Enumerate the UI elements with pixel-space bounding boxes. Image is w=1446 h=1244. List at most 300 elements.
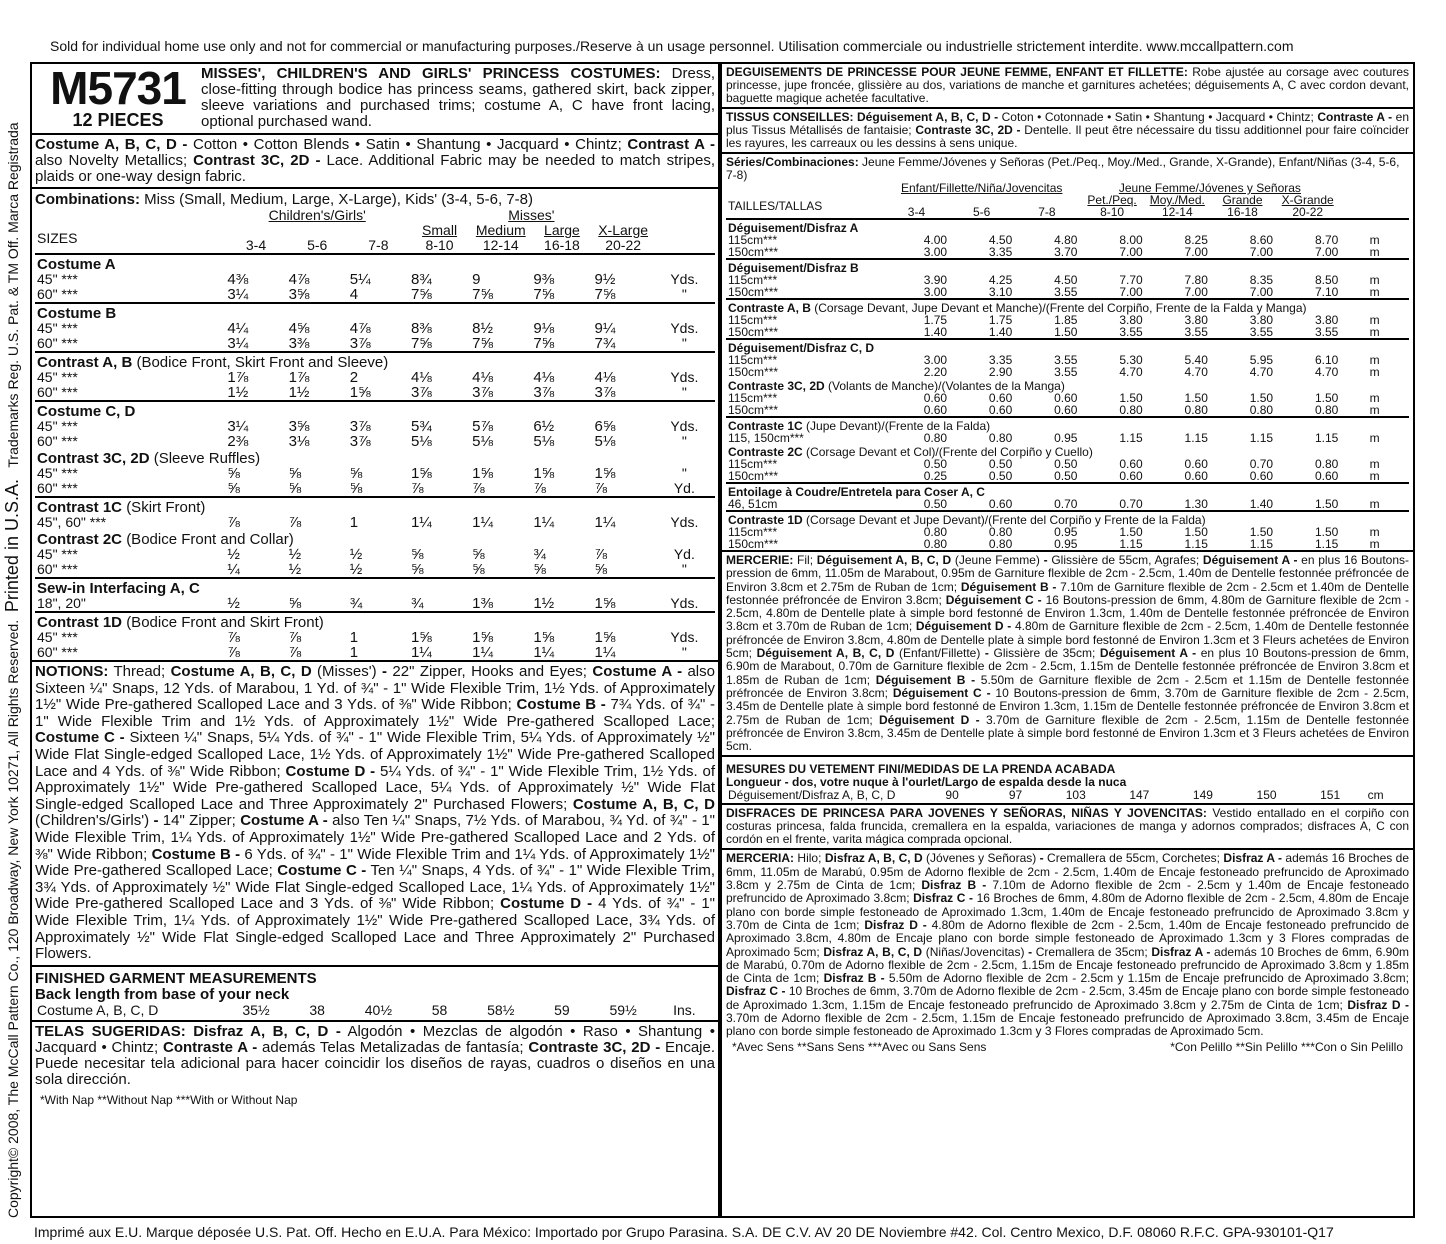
- yardage-value: 0.50: [923, 497, 948, 511]
- nap-legend: *With Nap **Without Nap ***With or Without Nap: [40, 1092, 298, 1107]
- yardage-value: 7⅝: [472, 286, 494, 303]
- blank-cell: [726, 182, 884, 194]
- yardage-value: 0.70: [1249, 457, 1274, 471]
- blank-cell: [1340, 206, 1409, 219]
- yardage-value: 3⅞: [533, 384, 555, 401]
- yardage-value: 3¼: [227, 418, 249, 435]
- yardage-value: 7.00: [1249, 245, 1274, 259]
- blank-cell: [654, 223, 715, 238]
- yardage-row: [35, 434, 715, 449]
- yardage-value: 8.25: [1184, 233, 1208, 247]
- yardage-value: 3⅞: [349, 418, 371, 435]
- nap-legend-fr: *Avec Sens **Sans Sens ***Avec ou Sans Sens: [732, 1039, 987, 1054]
- yardage-value: 1⅜: [472, 595, 494, 612]
- finished-table: [35, 1003, 715, 1018]
- mesures-table: [726, 789, 1409, 801]
- notions: NOTIONS: Thread; Costume A, B, C, D (Misses') - 22" Zipper, Hooks and Eyes; Costume A - also Sixteen ¼" Snaps, 12 Yds. of Marabou, 1 Yd. of ¾" - 1" Wide Flexible Trim, 1½ Yds. of Approximately 1½" Wide Pre-gathered Scalloped Lace and 3 Yds. of ⅜" Wide Ribbon; Costume B - 7¾ Yds. of ¾" - 1" Wide Flexible Trim and 1½ Yds. of Approximately 1½" Wide Pre-gathered Scalloped Lace; Costume C - Sixteen ¼" Snaps, 5¼ Yds. of ¾" - 1" Wide Flexible Trim, 5¼ Yds. of Approximately ½" Wide Flat Single-edged Scalloped Lace, 1½ Yds. of Approximately 1½" Wide Pre-gathered Scalloped Lace and 4 Yds. of ⅜" Wide Ribbon; Costume D - 5¼ Yds. of ¾" - 1" Wide Flexible Trim, 1½ Yds. of Approximately 1½" Wide Pre-gathered Scalloped Lace, 5¼ Yds. of Approximately ½" Wide Flat Single-edged Scalloped Lace and Three Approximately 2" Purchased Flowers; Costume A, B, C, D (Children's/Girls') - 14" Zipper; Costume A - also Ten ¼" Snaps, 7½ Yds. of Marabou, ¾ Yd. of ¾" - 1" Wide Flexible Trim, 1¼ Yds. of Approximately 1½" Wide Pre-gathered Scalloped Lace and 2 Yds. of ⅜" Wide Ribbon; Costume B - 6 Yds. of ¾" - 1" Wide Flexible Trim and 1¼ Yds. of Approximately 1½" Wide Pre-gathered Scalloped Lace; Costume C - Ten ¼" Snaps, 4 Yds. of ¾" - 1" Wide Flexible Trim, 3¾ Yds. of Approximately ½" Wide Flat Single-edged Scalloped Lace, 1¼ Yds. of Approximately 1½" Wide Pre-gathered Scalloped Lace and 3 Yds. of ⅜" Wide Ribbon; Costume D - 4 Yds. of ¾" - 1" Wide Flexible Trim, 1¼ Yds. of Approximately 1½" Wide Pre-gathered Scalloped Lace, 3¾ Yds. of Approximately ½" Wide Flat Single-edged Scalloped Lace and Three Approximately 2" Purchased Flowers.: [32, 662, 718, 967]
- unit-label: ": [681, 286, 687, 302]
- yardage-value: ⅞: [533, 480, 546, 497]
- fabric-width: 115cm***: [728, 525, 778, 539]
- fabric-piece-note: (Bodice Front, Skirt Front and Sleeve): [136, 354, 389, 371]
- fabric-width: 115cm***: [728, 457, 778, 471]
- yardage-value: 0.60: [988, 497, 1013, 511]
- fabric-width: 150cm***: [728, 403, 779, 417]
- yardage-value: 1½: [288, 384, 310, 401]
- finished-value: 35½: [242, 1001, 270, 1018]
- metrage-section: [722, 154, 1413, 552]
- yardage-value: 1.50: [1249, 525, 1274, 539]
- yardage-value: 1.15: [1184, 537, 1208, 551]
- unit-label: m: [1369, 469, 1380, 483]
- yardage-value: 1⅝: [594, 595, 616, 612]
- fabric-width: 115cm***: [728, 353, 778, 367]
- series-combinaciones: Séries/Combinaciones: Jeune Femme/Jóvenes y Señoras (Pet./Peq., Moy./Med., Grande, X-Grande), Enfant/Niñas (3-4, 5-6, 7-8): [726, 155, 1400, 182]
- yardage-value: 3⅞: [594, 384, 616, 401]
- yardage-value: 3⅞: [349, 433, 371, 450]
- yardage-value: 7.00: [1184, 285, 1208, 299]
- size-number: 3-4: [907, 205, 926, 219]
- yardage-value: 3.80: [1249, 313, 1274, 327]
- fabric-width: 60" ***: [37, 433, 78, 449]
- yardage-row: [35, 370, 715, 385]
- yardage-value: ⅞: [288, 514, 302, 531]
- yardage-value: 3.35: [988, 353, 1013, 367]
- yardage-value: 3.00: [923, 353, 948, 367]
- unit-label: ": [681, 335, 687, 351]
- yardage-value: 3⅞: [349, 335, 371, 352]
- fabric-width: 18", 20": [37, 595, 86, 611]
- finished-value: 90: [945, 788, 959, 803]
- yardage-value: 8.60: [1249, 233, 1274, 247]
- yardage-section: [32, 189, 718, 662]
- size-name: X-Large: [598, 222, 649, 238]
- fabric-width: 45" ***: [37, 320, 78, 336]
- fabric-view-name: Entoilage à Coudre/Entretela para Coser A, C: [728, 485, 985, 499]
- yardage-value: 1.15: [1184, 431, 1208, 445]
- yardage-row: [35, 272, 715, 287]
- size-name: Medium: [475, 222, 526, 238]
- yardage-value: 6.10: [1314, 353, 1339, 367]
- yardage-value: 1.15: [1249, 431, 1274, 445]
- yardage-value: 0.50: [1054, 457, 1078, 471]
- yardage-value: 3.55: [1054, 353, 1078, 367]
- unit-label: m: [1369, 273, 1380, 287]
- yardage-value: 2⅜: [227, 433, 249, 450]
- yardage-value: 8½: [472, 320, 494, 337]
- fabric-block-header: [35, 578, 715, 596]
- unit-label: m: [1369, 497, 1380, 511]
- unit-label: m: [1369, 537, 1380, 551]
- yardage-value: 8.70: [1314, 233, 1339, 247]
- yardage-value: 1¼: [533, 514, 555, 531]
- fabric-width: 45" ***: [37, 418, 78, 434]
- size-number: 5-6: [307, 237, 328, 253]
- fabric-view-name: Costume C, D: [37, 403, 136, 420]
- size-name: Large: [544, 222, 580, 238]
- fabric-width: 115cm***: [728, 391, 778, 405]
- blank-cell: [1340, 182, 1409, 194]
- yardage-value: 5⅛: [410, 433, 432, 450]
- size-number: 16-18: [544, 237, 580, 253]
- yardage-value: 1.15: [1119, 431, 1143, 445]
- fabric-block-title: [726, 378, 1409, 392]
- yardage-value: 5⅞: [472, 418, 494, 435]
- yardage-value: 3⅞: [472, 384, 494, 401]
- yardage-row: [35, 385, 715, 401]
- yardage-value: 4.70: [1314, 365, 1339, 379]
- fabric-view-name: Contraste 2C: [728, 445, 803, 459]
- intro-fr: DEGUISEMENTS DE PRINCESSE POUR JEUNE FEMME, ENFANT ET FILLETTE: Robe ajustée au corsage avec coutures princesse, jupe froncée, glissière au dos, variations de manche et garnitures achetées; déguisements A, C avec cordon devant, baguette magique achetée facultative.: [722, 64, 1413, 109]
- yardage-value: ⅞: [594, 546, 608, 563]
- disfraces-intro: DISFRACES DE PRINCESA PARA JOVENES Y SEÑORAS, NIÑAS Y JOVENCITAS: Vestido entallado en el corpiño con costuras princesa, falda fruncida, cremallera en la espalda, variaciones de manga y adornos comprados; disfraces A, C con cordón en el frente, varita mágica comprada opcional.: [722, 805, 1413, 850]
- fabric-view-name: Contrast 3C, 2D: [37, 450, 150, 467]
- yardage-value: 7.00: [1119, 245, 1143, 259]
- yardage-value: 5⅛: [533, 433, 555, 450]
- yardage-value: 1¼: [410, 644, 432, 661]
- yardage-value: ⅞: [227, 514, 240, 531]
- yardage-value: 8.35: [1249, 273, 1274, 287]
- combinations: [35, 191, 715, 208]
- yardage-value: ⅝: [288, 465, 302, 482]
- yardage-value: 4⅛: [410, 369, 432, 386]
- fabric-block-header: [35, 497, 715, 515]
- fabric-width: 60" ***: [37, 480, 78, 496]
- size-number: 20-22: [1292, 205, 1324, 219]
- yardage-value: 3.55: [1249, 325, 1274, 339]
- fabric-view-name: Contrast 1D: [37, 614, 123, 631]
- yardage-value: 4.25: [988, 273, 1013, 287]
- yardage-value: ⅝: [227, 480, 240, 497]
- unit-label: m: [1369, 313, 1380, 327]
- side-copyright-text: Copyright© 2008, The McCall Pattern Co., 120 Broadway, New York 10271, All Rights Reserved.: [5, 619, 21, 1218]
- yardage-value: 1.75: [923, 313, 948, 327]
- size-name: Grande: [1222, 193, 1263, 207]
- yardage-value: 1.85: [1054, 313, 1078, 327]
- unit-label: Yds.: [670, 595, 699, 611]
- size-number: 7-8: [1038, 205, 1056, 219]
- fabric-view-name: Déguisement/Disfraz A: [728, 221, 859, 235]
- yardage-value: ½: [227, 595, 240, 612]
- fabric-view-name: Contrast 1C: [37, 499, 123, 516]
- yardage-value: 1.50: [1249, 391, 1274, 405]
- unit-label: Yds.: [670, 271, 699, 287]
- yardage-value: 1½: [227, 384, 249, 401]
- yardage-row: [726, 286, 1409, 299]
- yardage-value: 7.00: [1119, 285, 1143, 299]
- pattern-title: MISSES', CHILDREN'S AND GIRLS' PRINCESS COSTUMES:: [201, 65, 661, 82]
- fabric-width: 150cm***: [728, 285, 779, 299]
- yardage-value: 3.00: [923, 285, 948, 299]
- yardage-value: ⅝: [349, 465, 363, 482]
- fabric-width: 60" ***: [37, 384, 78, 400]
- yardage-value: ⅝: [533, 561, 546, 578]
- yardage-row: [35, 515, 715, 530]
- fabric-block-title: [726, 299, 1409, 314]
- unit-label: Ins.: [673, 1001, 696, 1018]
- unit-label: m: [1369, 403, 1380, 417]
- yardage-value: 7⅝: [472, 335, 494, 352]
- yardage-value: 4⅛: [472, 369, 494, 386]
- fabric-view-name: Contraste 1C: [728, 419, 803, 433]
- fabric-view-name: Contrast 2C: [37, 531, 123, 548]
- yardage-value: 9½: [594, 271, 616, 288]
- yardage-value: 0.60: [988, 403, 1013, 417]
- yardage-value: 5⅛: [594, 433, 616, 450]
- yardage-value: 1.15: [1314, 537, 1339, 551]
- fabric-block-title: [726, 444, 1409, 458]
- fabric-block-header: [726, 511, 1409, 526]
- yardage-value: 4⅛: [533, 369, 555, 386]
- unit-label: m: [1369, 457, 1380, 471]
- size-number: 20-22: [605, 237, 642, 253]
- yardage-value: 4: [349, 286, 359, 303]
- fabric-block-title: [726, 417, 1409, 432]
- fabric-piece-note: (Volants de Manche)/(Volantes de la Manga): [828, 379, 1065, 393]
- fabric-piece-note: (Jupe Devant)/(Frente de la Falda): [806, 419, 991, 433]
- yardage-value: 3⅝: [288, 286, 310, 303]
- yardage-value: 6½: [533, 418, 555, 435]
- fabric-width: 150cm***: [728, 469, 779, 483]
- yardage-value: 0.60: [1249, 469, 1274, 483]
- size-name: [225, 223, 286, 238]
- yardage-row: [35, 336, 715, 352]
- yardage-value: 1.50: [1119, 525, 1143, 539]
- yardage-value: 5.30: [1119, 353, 1143, 367]
- yardage-value: 4⅞: [349, 320, 371, 337]
- fabric-width: 150cm***: [728, 325, 779, 339]
- unit-label: Yds.: [670, 320, 699, 336]
- yardage-value: 4.70: [1119, 365, 1143, 379]
- size-name: [287, 223, 348, 238]
- yardage-value: 1.30: [1184, 497, 1208, 511]
- unit-label: Yds.: [670, 514, 699, 530]
- fabric-block-title: [35, 254, 715, 272]
- fabric-piece-note: (Corsage Devant, Jupe Devant et Manche)/(Frente del Corpiño, Frente de la Falda y Manga): [814, 301, 1307, 315]
- fabric-view-name: Contraste A, B: [728, 301, 811, 315]
- fabric-width: 150cm***: [728, 365, 779, 379]
- yardage-value: 5¾: [410, 418, 432, 435]
- size-group-adults: Jeune Femme/Jóvenes y Señoras: [1118, 181, 1301, 195]
- fabric-block-header: [35, 352, 715, 370]
- yardage-value: 9: [472, 271, 481, 288]
- unit-label: m: [1369, 325, 1380, 339]
- yardage-value: 3⅜: [288, 335, 310, 352]
- fabric-width: 115cm***: [728, 313, 778, 327]
- fabric-block-header: [726, 339, 1409, 354]
- finished-value: 38: [309, 1001, 325, 1018]
- yardage-value: 6⅝: [594, 418, 616, 435]
- yardage-value: 0.80: [923, 431, 948, 445]
- fabric-width: 115cm***: [728, 273, 778, 287]
- yardage-value: 0.80: [988, 537, 1013, 551]
- yardage-value: 0.50: [988, 457, 1013, 471]
- finished-value: 151: [1320, 788, 1341, 803]
- yardage-value: 1⅝: [349, 384, 371, 401]
- english-column: [32, 64, 718, 1216]
- yardage-value: ⅞: [594, 480, 608, 497]
- unit-label: m: [1369, 353, 1380, 367]
- fabric-width: 60" ***: [37, 644, 78, 660]
- yardage-value: 0.60: [1184, 457, 1208, 471]
- yardage-value: 4.50: [988, 233, 1013, 247]
- yardage-value: 7.00: [1249, 285, 1274, 299]
- yardage-value: 0.70: [1119, 497, 1143, 511]
- yardage-value: 0.95: [1054, 431, 1078, 445]
- yardage-row: [726, 432, 1409, 444]
- mercerie: MERCERIE: Fil; Déguisement A, B, C, D (Jeune Femme) - Glissière de 55cm, Agrafes; Déguisement A - en plus 16 Boutons-pression de 6mm, 11.05m de Marabout, 0.95m de Garniture flexible de 2cm - 2.5cm, 1.40m de Dentelle festonnée préfroncée de Environ 3.8cm et 2.75m de Ruban de 1cm; Déguisement B - 7.10m de Garniture flexible de 2cm - 2.5cm et 1.40m de Dentelle festonnée préfroncée de Environ 3.8cm; Déguisement C - 16 Boutons-pression de 6mm, 4.80m de Garniture flexible de 2cm - 2.5cm, 4.80m de Dentelle plate à simple bord festonné de Environ 1.3cm, 1.40m de Dentelle festonnée préfroncée de Environ 3.8cm et 3.70m de Ruban de 1cm; Déguisement D - 4.80m de Garniture flexible de 2cm - 2.5cm, 1.40m de Dentelle festonnée préfroncée de Environ 3.8cm, 4.80m de Dentelle plate à simple bord festonné de Environ 1.3cm et 3 Fleurs achetées de Environ 5cm; Déguisement A, B, C, D (Enfant/Fillette) - Glissière de 35cm; Déguisement A - en plus 10 Boutons-pression de 6mm, 6.90m de Marabout, 0.70m de Garniture flexible de 2cm - 2.5cm, 1.15m de Dentelle festonnée préfroncée de Environ 3.8cm et 1.85m de Ruban de 1cm; Déguisement B - 5.50m de Garniture flexible de 2cm - 2.5cm et 1.15m de Dentelle festonnée préfroncée de Environ 3.8cm; Déguisement C - 10 Boutons-pression de 6mm, 3.70m de Garniture flexible de 2cm - 2.5cm, 3.45m de Dentelle plate à simple bord festonné de Environ 1.3cm, 1.15m de Dentelle festonnée préfroncée de Environ 3.8cm et 2.75m de Ruban de 1cm; Déguisement D - 3.70m de Garniture flexible de 2cm - 2.5cm, 1.15m de Dentelle festonnée préfroncée de Environ 3.8cm, 3.45m de Dentelle plate à simple bord festonné de Environ 1.3cm et 3 Fleurs achetées de Environ 5cm.: [722, 552, 1413, 757]
- finished-value: 59: [554, 1001, 570, 1018]
- mesures-subtitle: Longueur - dos, votre nuque à l'ourlet/Largo de espalda desde la nuca: [726, 775, 1127, 790]
- yardage-row: [35, 466, 715, 481]
- finished-measurements: [32, 967, 718, 1022]
- yardage-value: ⅝: [410, 561, 424, 578]
- finished-value: 149: [1192, 788, 1213, 803]
- yardage-row: [726, 366, 1409, 378]
- fabric-block-header: [726, 299, 1409, 314]
- yardage-value: ⅞: [288, 629, 302, 646]
- unit-label: m: [1369, 525, 1380, 539]
- fabric-view-name: Contraste 1D: [728, 513, 803, 527]
- yardage-value: ⅝: [288, 595, 302, 612]
- yardage-row: [35, 645, 715, 660]
- fabric-block-title: [35, 303, 715, 321]
- nap-legend-fr-es: [722, 1041, 1413, 1054]
- yardage-value: ⅝: [472, 546, 485, 563]
- metrage-table: [726, 182, 1409, 550]
- fabric-width: 115cm***: [728, 233, 778, 247]
- yardage-value: 4.70: [1249, 365, 1274, 379]
- yardage-value: 1.15: [1314, 431, 1339, 445]
- yardage-value: 4⅜: [227, 271, 249, 288]
- yardage-value: 3.10: [988, 285, 1013, 299]
- yardage-value: 7.00: [1184, 245, 1208, 259]
- yardage-value: 1.50: [1184, 391, 1208, 405]
- yardage-value: 3¼: [227, 335, 249, 352]
- yardage-value: 0.80: [923, 537, 948, 551]
- fabric-width: 45", 60" ***: [37, 514, 107, 530]
- yardage-value: 7.80: [1184, 273, 1208, 287]
- yardage-value: 2: [349, 369, 359, 386]
- yardage-value: 0.60: [923, 391, 948, 405]
- yardage-value: 1: [349, 644, 359, 661]
- yardage-value: 0.60: [1054, 391, 1078, 405]
- yardage-value: 2.90: [988, 365, 1013, 379]
- unit-label: Yd.: [673, 546, 695, 562]
- fabric-view-name: Déguisement/Disfraz C, D: [728, 341, 875, 355]
- finished-row: [726, 789, 1409, 801]
- yardage-value: 3.80: [1314, 313, 1339, 327]
- fabric-block-title: [35, 612, 715, 630]
- yardage-value: 3⅝: [288, 418, 310, 435]
- finished-value: 97: [1008, 788, 1023, 803]
- yardage-value: 0.60: [1119, 457, 1143, 471]
- fabric-block-header: [726, 417, 1409, 432]
- fabric-block-title: [726, 511, 1409, 526]
- combinations-text: Miss (Small, Medium, Large, X-Large), Kids' (3-4, 5-6, 7-8): [144, 191, 533, 208]
- finished-label: Déguisement/Disfraz A, B, C, D: [728, 788, 896, 803]
- yardage-value: 3.80: [1119, 313, 1143, 327]
- yardage-value: 0.60: [923, 403, 948, 417]
- fabric-block-header: [35, 612, 715, 630]
- yardage-value: 3.55: [1314, 325, 1339, 339]
- fabric-block-header: [726, 259, 1409, 274]
- fabric-width: 60" ***: [37, 335, 78, 351]
- fabric-block-title: [35, 352, 715, 370]
- blank-cell: [1340, 194, 1409, 206]
- yardage-value: 1⅝: [472, 629, 494, 646]
- yardage-value: 1⅝: [410, 629, 432, 646]
- yardage-value: 5.40: [1184, 353, 1208, 367]
- yardage-value: ½: [288, 546, 302, 563]
- yardage-value: 5.95: [1249, 353, 1274, 367]
- fabric-width: 45" ***: [37, 465, 78, 481]
- yardage-value: 0.80: [1314, 457, 1339, 471]
- unit-label: ": [681, 644, 687, 660]
- mesures-title: MESURES DU VETEMENT FINI/MEDIDAS DE LA PRENDA ACABADA: [726, 762, 1116, 777]
- yardage-value: 7.10: [1314, 285, 1339, 299]
- fabric-width: 150cm***: [728, 537, 779, 551]
- yardage-row: [726, 326, 1409, 339]
- fabric-width: 45" ***: [37, 271, 78, 287]
- yardage-row: [35, 596, 715, 612]
- size-group-children: Children's/Girls': [268, 207, 366, 223]
- yardage-row: [35, 547, 715, 562]
- yardage-value: 0.50: [923, 457, 948, 471]
- blank-cell: [35, 208, 225, 223]
- bottom-import-note: Imprimé aux E.U. Marque déposée U.S. Pat. Off. Hecho en E.U.A. Para México: Importado por Grupo Parasina. S.A. DE C.V. AV 20 DE Noviembre #42. Col. Centro Mexico, D.F. 08060 R.F.C. GPA-930101-Q17: [34, 1224, 1334, 1240]
- yardage-value: ¼: [227, 561, 240, 578]
- fabric-piece-note: (Bodice Front and Collar): [126, 531, 294, 548]
- yardage-value: 7⅝: [533, 335, 555, 352]
- pattern-description-text: Dress, close-fitting through bodice has princess seams, gathered skirt, back zipper, sleeve variations and purchased trims; costume A, C have front lacing, optional purchased wand.: [201, 65, 716, 130]
- yardage-value: 1⅝: [594, 629, 616, 646]
- side-copyright: [2, 68, 23, 1218]
- yardage-row: [35, 481, 715, 497]
- yardage-value: 1⅞: [227, 369, 249, 386]
- yardage-value: ⅞: [472, 480, 485, 497]
- yardage-row: [35, 321, 715, 336]
- finished-value: 150: [1256, 788, 1277, 803]
- yardage-value: 1.40: [923, 325, 948, 339]
- yardage-value: 1¼: [594, 644, 616, 661]
- yardage-value: 4⅝: [288, 320, 310, 337]
- yardage-value: 0.50: [988, 469, 1013, 483]
- yardage-row: [35, 562, 715, 578]
- fabric-view-name: Costume B: [37, 305, 117, 322]
- yardage-value: 0.60: [1314, 469, 1339, 483]
- yardage-value: 1.50: [1314, 525, 1339, 539]
- yardage-value: 1.50: [1314, 497, 1339, 511]
- yardage-value: 3.35: [988, 245, 1013, 259]
- piece-count: 12 PIECES: [72, 110, 164, 130]
- fabric-width: 150cm***: [728, 245, 779, 259]
- yardage-value: 1½: [533, 595, 555, 612]
- yardage-value: ⅞: [227, 644, 240, 661]
- fabric-block-title: [35, 530, 715, 547]
- unit-label: m: [1369, 285, 1380, 299]
- unit-label: Yds.: [670, 418, 699, 434]
- yardage-value: 1.50: [1119, 391, 1143, 405]
- tissus-conseilles: TISSUS CONSEILLES: Déguisement A, B, C, D - Coton • Cotonnade • Satin • Shantung • Jacquard • Chintz; Contraste A - en plus Tissus Métallisés de fantaisie; Contraste 3C, 2D - Dentelle. Il peut être nécessaire du tissu additionnel pour faire coïncider les rayures, les carreaux ou les dessins à sens unique.: [722, 109, 1413, 154]
- finished-value: 103: [1065, 788, 1086, 803]
- yardage-value: 0.95: [1054, 525, 1078, 539]
- size-number: 3-4: [245, 237, 267, 253]
- fabric-block-header: [35, 254, 715, 272]
- fabric-block-title: [726, 483, 1409, 498]
- sizes-label: TAILLES/TALLAS: [728, 199, 823, 213]
- yardage-value: 2.20: [923, 365, 948, 379]
- size-group-row: [35, 208, 715, 223]
